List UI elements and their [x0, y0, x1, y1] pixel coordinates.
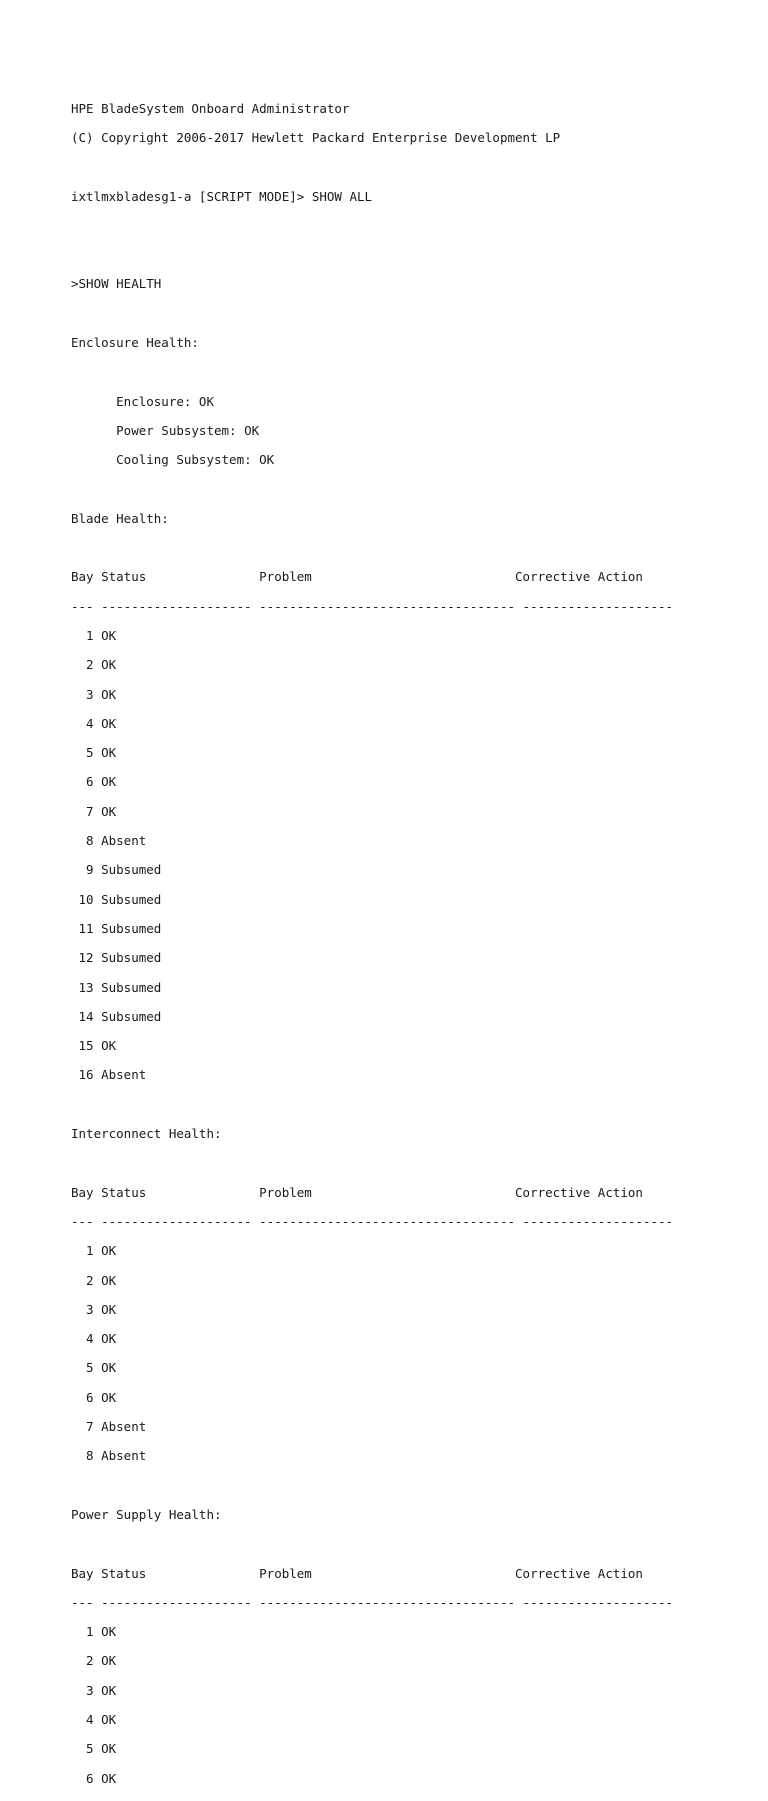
table-row: 1 OK	[71, 1624, 117, 1640]
blank-line	[71, 1479, 673, 1494]
interconnect-table-rule: --- -------------------- ---------------------------------- --------------------	[71, 1213, 674, 1229]
table-row: 9 Subsumed	[71, 862, 162, 878]
table-row: 4 OK	[71, 1331, 117, 1347]
table-row: 6 OK	[71, 1389, 117, 1405]
table-row: 3 OK	[71, 686, 117, 702]
table-row: 4 OK	[71, 715, 117, 731]
table-row: 4 OK	[71, 1711, 117, 1727]
interconnect-table-header: Bay Status Problem Corrective Action	[71, 1184, 643, 1200]
table-row: 1 OK	[71, 1243, 117, 1259]
table-row: 6 OK	[71, 774, 117, 790]
blank-line	[71, 307, 673, 322]
copyright-line: (C) Copyright 2006-2017 Hewlett Packard Enterprise Development LP	[71, 129, 561, 145]
document-text	[71, 87, 673, 1801]
table-row: 8 Absent	[71, 833, 147, 849]
table-row: 7 OK	[71, 803, 117, 819]
blank-line	[71, 219, 673, 234]
table-row: 14 Subsumed	[71, 1008, 162, 1024]
table-row: 2 OK	[71, 1653, 117, 1669]
power-table-rule: --- -------------------- ---------------------------------- --------------------	[71, 1594, 674, 1610]
interconnect-health-title: Interconnect Health:	[71, 1126, 222, 1142]
table-row: 1 OK	[71, 628, 117, 643]
blank-line	[71, 541, 673, 556]
enclosure-status-line: Enclosure: OK	[71, 393, 214, 409]
power-supply-health-title: Power Supply Health:	[71, 1506, 222, 1522]
table-row: 5 OK	[71, 1741, 117, 1757]
table-row: 2 OK	[71, 1272, 117, 1288]
table-row: 5 OK	[71, 745, 117, 761]
table-row: 6 OK	[71, 1770, 117, 1786]
table-row: 12 Subsumed	[71, 950, 162, 966]
blank-line	[71, 248, 673, 263]
table-row: 13 Subsumed	[71, 979, 162, 995]
blank-line	[71, 1098, 673, 1113]
command-echo: >SHOW HEALTH	[71, 276, 162, 292]
table-row: 2 OK	[71, 657, 117, 673]
table-row: 16 Absent	[71, 1067, 147, 1083]
command-prompt: ixtlmxbladesg1-a [SCRIPT MODE]> SHOW ALL	[71, 188, 373, 204]
blade-table-header: Bay Status Problem Corrective Action	[71, 569, 643, 585]
blank-line	[71, 365, 673, 380]
blank-line	[71, 1537, 673, 1552]
power-table-header: Bay Status Problem Corrective Action	[71, 1565, 643, 1581]
blank-line	[71, 483, 673, 498]
product-name: HPE BladeSystem Onboard Administrator	[71, 100, 350, 116]
table-row: 11 Subsumed	[71, 920, 162, 936]
blank-line	[71, 160, 673, 175]
table-row: 7 Absent	[71, 1419, 147, 1435]
table-row: 5 OK	[71, 1360, 117, 1376]
table-row: 3 OK	[71, 1301, 117, 1317]
cooling-subsystem-status-line: Cooling Subsystem: OK	[71, 452, 275, 468]
enclosure-health-title: Enclosure Health:	[71, 335, 199, 351]
blade-health-title: Blade Health:	[71, 510, 169, 526]
table-row: 10 Subsumed	[71, 891, 162, 907]
table-row: 15 OK	[71, 1038, 117, 1054]
table-row: 8 Absent	[71, 1448, 147, 1464]
table-row: 3 OK	[71, 1682, 117, 1698]
blade-table-rule: --- -------------------- ---------------------------------- --------------------	[71, 598, 674, 614]
blank-line	[71, 1156, 673, 1171]
power-subsystem-status-line: Power Subsystem: OK	[71, 422, 260, 438]
